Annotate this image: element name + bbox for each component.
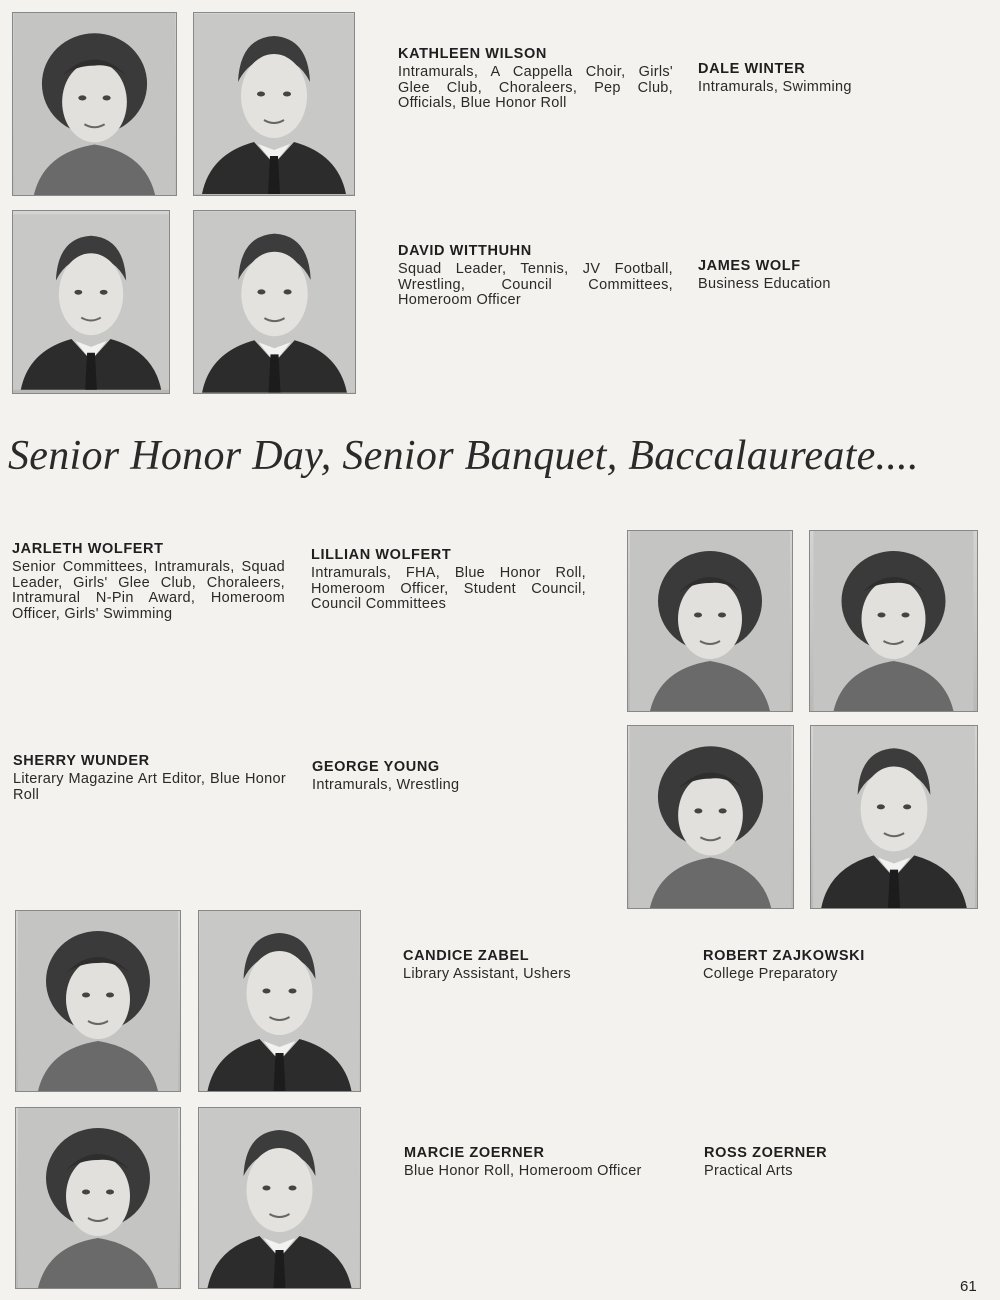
photo-lillian-wolfert bbox=[809, 530, 978, 712]
senior-name: JAMES WOLF bbox=[698, 258, 801, 274]
portrait-image bbox=[810, 531, 977, 711]
photo-jarleth-wolfert bbox=[627, 530, 793, 712]
portrait-image bbox=[16, 1108, 180, 1288]
entry-sherry-wunder bbox=[13, 753, 286, 803]
senior-name: JARLETH WOLFERT bbox=[12, 541, 164, 557]
senior-name: DALE WINTER bbox=[698, 61, 806, 77]
senior-activities: Intramurals, A Cappella Choir, Girls' Glee Club, Choraleers, Pep Club, Officials, Blue Honor Roll bbox=[398, 64, 673, 111]
senior-name: KATHLEEN WILSON bbox=[398, 46, 547, 62]
senior-activities: Literary Magazine Art Editor, Blue Honor Roll bbox=[13, 771, 286, 803]
senior-activities: Senior Committees, Intramurals, Squad Leader, Girls' Glee Club, Choraleers, Intramural N-Pin Award, Homeroom Officer, Girls' Swimming bbox=[12, 559, 285, 622]
photo-david-witthuhn bbox=[12, 210, 170, 394]
portrait-image bbox=[628, 531, 792, 711]
senior-name: LILLIAN WOLFERT bbox=[311, 547, 452, 563]
senior-name: CANDICE ZABEL bbox=[403, 948, 530, 964]
photo-candice-zabel bbox=[15, 910, 181, 1092]
senior-activities: Blue Honor Roll, Homeroom Officer bbox=[404, 1163, 642, 1179]
photo-marcie-zoerner bbox=[15, 1107, 181, 1289]
entry-robert-zajkowski bbox=[703, 948, 953, 983]
portrait-image bbox=[628, 726, 793, 908]
senior-activities: Intramurals, FHA, Blue Honor Roll, Homeroom Officer, Student Council, Council Committees bbox=[311, 565, 586, 612]
photo-ross-zoerner bbox=[198, 1107, 361, 1289]
portrait-image bbox=[13, 13, 176, 195]
senior-activities: College Preparatory bbox=[703, 966, 838, 982]
entry-lillian-wolfert bbox=[311, 547, 586, 613]
entry-george-young bbox=[312, 759, 562, 794]
photo-james-wolf bbox=[193, 210, 356, 394]
senior-activities: Practical Arts bbox=[704, 1163, 793, 1179]
portrait-image bbox=[194, 211, 355, 393]
entry-ross-zoerner bbox=[704, 1145, 954, 1180]
photo-george-young bbox=[810, 725, 978, 909]
senior-name: DAVID WITTHUHN bbox=[398, 243, 532, 259]
senior-activities: Intramurals, Wrestling bbox=[312, 777, 460, 793]
photo-sherry-wunder bbox=[627, 725, 794, 909]
entry-candice-zabel bbox=[403, 948, 673, 983]
section-headline: Senior Honor Day, Senior Banquet, Baccalaureate.... bbox=[8, 433, 919, 479]
photo-dale-winter bbox=[193, 12, 355, 196]
senior-name: MARCIE ZOERNER bbox=[404, 1145, 545, 1161]
page-number: 61 bbox=[960, 1278, 977, 1295]
entry-marcie-zoerner bbox=[404, 1145, 679, 1180]
senior-name: GEORGE YOUNG bbox=[312, 759, 440, 775]
senior-name: SHERRY WUNDER bbox=[13, 753, 150, 769]
senior-activities: Squad Leader, Tennis, JV Football, Wrestling, Council Committees, Homeroom Officer bbox=[398, 261, 673, 308]
portrait-image bbox=[199, 911, 360, 1091]
senior-activities: Library Assistant, Ushers bbox=[403, 966, 571, 982]
entry-dale-winter bbox=[698, 61, 948, 96]
entry-jarleth-wolfert bbox=[12, 541, 285, 622]
portrait-image bbox=[16, 911, 180, 1091]
senior-activities: Business Education bbox=[698, 276, 831, 292]
entry-james-wolf bbox=[698, 258, 948, 293]
senior-name: ROSS ZOERNER bbox=[704, 1145, 828, 1161]
portrait-image bbox=[811, 726, 977, 908]
photo-robert-zajkowski bbox=[198, 910, 361, 1092]
entry-kathleen-wilson bbox=[398, 46, 673, 112]
senior-activities: Intramurals, Swimming bbox=[698, 79, 852, 95]
photo-kathleen-wilson bbox=[12, 12, 177, 196]
portrait-image bbox=[199, 1108, 360, 1288]
portrait-image bbox=[13, 211, 169, 393]
portrait-image bbox=[194, 13, 354, 195]
senior-name: ROBERT ZAJKOWSKI bbox=[703, 948, 865, 964]
entry-david-witthuhn bbox=[398, 243, 673, 309]
